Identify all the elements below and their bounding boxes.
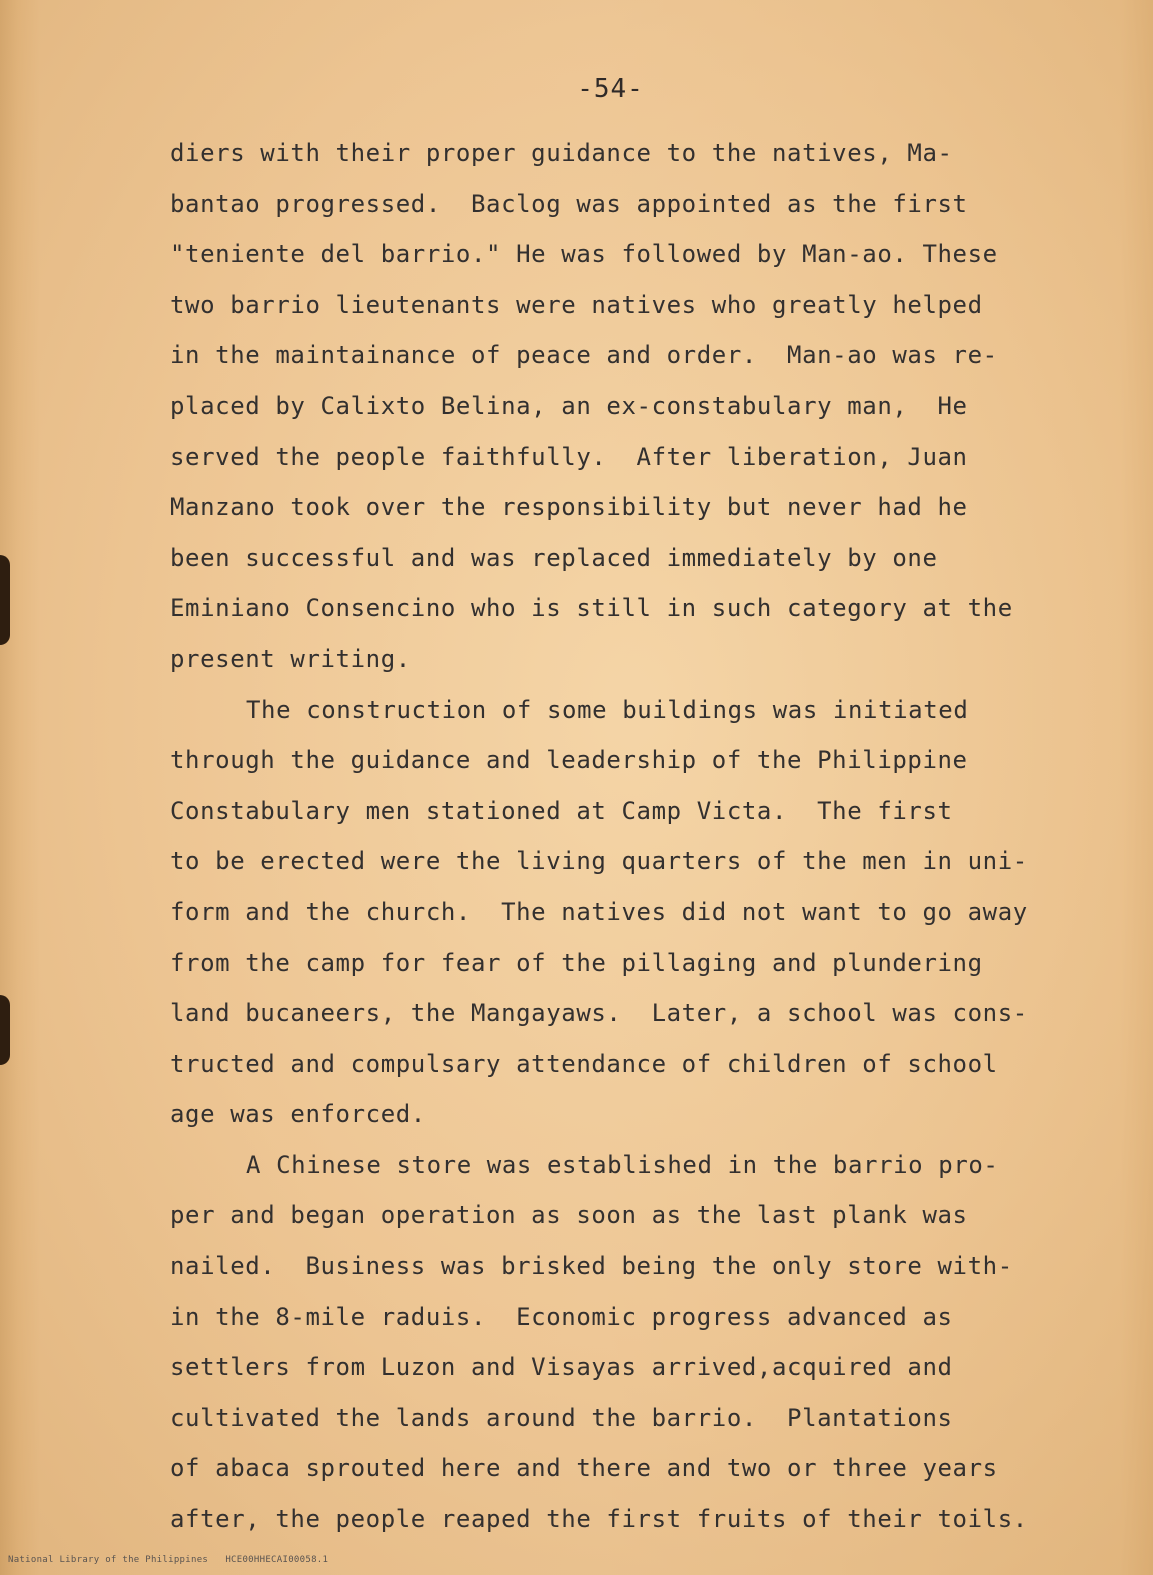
text-line: Eminiano Consencino who is still in such category at the [170, 594, 1013, 623]
text-line: per and began operation as soon as the last plank was [170, 1201, 968, 1230]
text-line: after, the people reaped the first fruits of their toils. [170, 1505, 1028, 1534]
text-line: settlers from Luzon and Visayas arrived,acquired and [170, 1353, 953, 1382]
text-line: in the 8-mile raduis. Economic progress advanced as [170, 1302, 953, 1331]
text-line: tructed and compulsary attendance of children of school [170, 1049, 998, 1078]
text-line: been successful and was replaced immediately by one [170, 543, 938, 572]
text-line: of abaca sprouted here and there and two or three years [170, 1454, 998, 1483]
body-text [170, 128, 1070, 1545]
binding-hole-mark [0, 555, 10, 645]
text-line: land bucaneers, the Mangayaws. Later, a school was cons- [170, 999, 1028, 1028]
text-line: from the camp for fear of the pillaging and plundering [170, 948, 983, 977]
text-line: placed by Calixto Belina, an ex-constabulary man, He [170, 391, 968, 420]
text-line: Manzano took over the responsibility but never had he [170, 493, 968, 522]
text-line: A Chinese store was established in the barrio pro- [246, 1150, 999, 1179]
text-line: form and the church. The natives did not want to go away [170, 897, 1028, 926]
text-line: The construction of some buildings was initiated [246, 695, 969, 724]
text-line: bantao progressed. Baclog was appointed as the first [170, 189, 968, 218]
page-number: -54- [577, 74, 644, 104]
text-line: "teniente del barrio." He was followed by Man-ao. These [170, 240, 998, 269]
footer-code: HCE00HHECAI00058.1 [225, 1555, 329, 1565]
text-line: nailed. Business was brisked being the only store with- [170, 1252, 1013, 1281]
text-line: in the maintainance of peace and order. Man-ao was re- [170, 341, 998, 370]
text-line: cultivated the lands around the barrio. Plantations [170, 1403, 953, 1432]
text-line: age was enforced. [170, 1100, 426, 1129]
footer-library: National Library of the Philippines [8, 1555, 209, 1565]
text-line: through the guidance and leadership of the Philippine [170, 746, 968, 775]
binding-hole-mark [0, 995, 10, 1065]
text-line: Constabulary men stationed at Camp Victa. The first [170, 796, 953, 825]
text-line: diers with their proper guidance to the natives, Ma- [170, 139, 953, 167]
text-line: served the people faithfully. After liberation, Juan [170, 442, 968, 471]
text-line: to be erected were the living quarters of the men in uni- [170, 847, 1028, 876]
text-line: present writing. [170, 644, 411, 673]
text-line: two barrio lieutenants were natives who greatly helped [170, 290, 983, 319]
footer-caption [8, 1555, 328, 1565]
